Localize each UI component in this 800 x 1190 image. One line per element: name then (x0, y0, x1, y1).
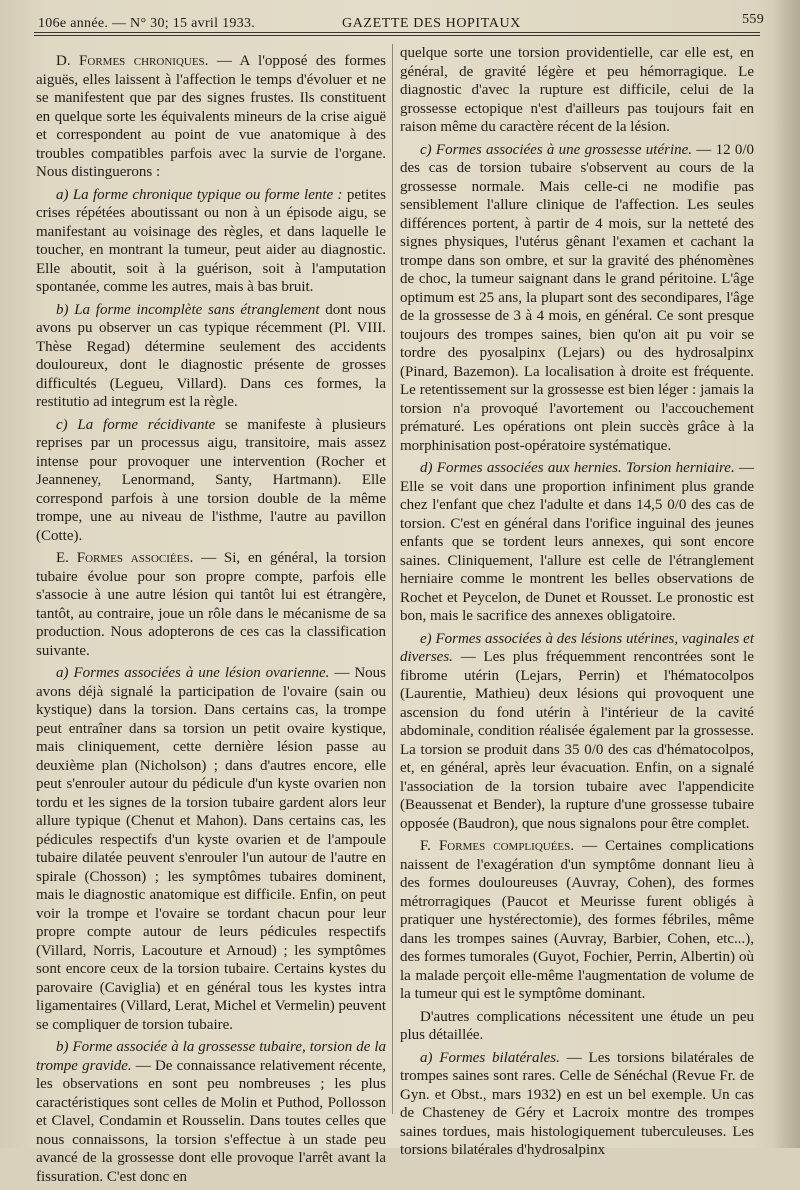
paragraph (36, 52, 386, 182)
subsection-heading: a) Formes bilatérales. (420, 1049, 560, 1066)
subsection-heading: a) La forme chronique typique ou forme lente : (56, 186, 343, 203)
paragraph-text: — Si, en général, la torsion tubaire évolue pour son propre compte, parfois elle s'associe à une autre lésion qui tantôt lui est étrangère, tantôt, au contraire, joue un rôle dans le mécanisme de sa production. Nous adopterons de ces cas la classification suivante. (36, 550, 387, 659)
subsection-heading: b) La forme incomplète sans étranglement (56, 301, 320, 318)
subsection-heading: d) Formes associées aux hernies. Torsion herniaire. (420, 460, 735, 476)
paragraph (36, 186, 386, 297)
paragraph-text: petites crises répétées aboutissant ou non à un épisode aigu, se manifestant au voisinage des règles, et dans laquelle le toucher, en montrant la tumeur, peut aider au diagnostic. Elle aboutit, soit à la guérison, soit à l'amputation spontanée, comme les autres, mais à bas bruit. (36, 186, 386, 295)
section-heading: F. Formes compliquées. (420, 838, 575, 854)
page-header (30, 10, 766, 34)
header-rule (34, 32, 760, 33)
subsection-heading: c) La forme récidivante (56, 416, 216, 433)
subsection-heading: a) Formes associées à une lésion ovarienne. (56, 665, 330, 681)
paragraph (36, 664, 386, 1034)
subsection-heading: c) Formes associées à une grossesse utérine. (420, 141, 693, 158)
paragraph-text: — Certaines complications naissent de l'exagération d'un symptôme donnant lieu à des formes douloureuses (Auvray, Cohen), des formes métrorragiques (Paucot et Meurisse furent obligés à pratiquer une hystérectomie), des formes fébriles, même dans les trompes saines (Auvray, Barbier, Cohen, etc...), des formes tumorales (Guyot, Fochier, Perrin, Albertin) où la malade perçoit elle-même l'augmentation de volume de la tumeur qui est le symptôme dominant. (400, 838, 754, 1002)
right-column (400, 44, 754, 1164)
paragraph-text: — Nous avons déjà signalé la participation de l'ovaire (sain ou kystique) dans la torsion. Dans certains cas, la trompe peut entraîner dans sa torsion un petit ovaire kystique, mais cliniquement, cette dernière lésion passe au deuxième plan (Nicholson) ; dans d'autres encore, elle peut s'enrouler autour du pédicule d'un kyste ovarien non tordu et les signes de la torsion tubaire gardent alors leur allure typique (Chenut et Mahon). Dans certains cas, les pédicules respectifs d'un kyste ovarien et de l'ampoule tubaire dilatée peuvent s'enrouler l'un autour de l'autre en spirale (Chosson) ; les symptômes tubaires dominent, mais le diagnostic anatomique est difficile. Enfin, on peut voir la trompe et l'ovaire se tordant chacun pour leur propre compte autour de leurs pédicules respectifs (Villard, Norris, Lacouture et Arnoud) ; les symptômes sont encore ceux de la torsion tubaire. Certains kystes du parovaire (Caviglia) et en général tous les kystes intra ligamentaires (Villard, Lerat, Michel et Vermelin) peuvent se compliquer de torsion tubaire. (36, 665, 386, 1033)
left-column (36, 52, 386, 1190)
paragraph-text: quelque sorte une torsion providentielle, car elle est, en général, de gravité légère et peu hémorragique. Le diagnostic d'avec la rupture est difficile, celui de la grossesse ectopique n'est d'ailleurs pas toujours fait en raison même du caractère récent de la lésion. (400, 45, 754, 135)
paragraph-text: D'autres complications nécessitent une étude un peu plus détaillée. (400, 1008, 754, 1043)
paragraph-text: — De connaissance relativement récente, les observations en sont peu nombreuses ; les plus caractéristiques sont celles de Molin et Puthod, Pollosson et Clavel, Condamin et Rousselin. Dans toutes celles que nous connaissons, la torsion s'effectue à un stade peu avancé de la grossesse dont elle provoque l'arrêt avant la fissuration. C'est donc en (36, 1057, 386, 1185)
section-heading: E. Formes associées. (56, 550, 194, 566)
paragraph-text: — A l'opposé des formes aiguës, elles laissent à l'affection le temps d'évoluer et ne se manifestent que par des signes frustes. Ils constituent en quelque sorte les équivalents mineurs de la crise aiguë et correspondent au point de vue anatomique à des troubles compatibles parfois avec la survie de l'organe. Nous distinguerons : (36, 53, 386, 180)
paragraph (400, 630, 754, 834)
paragraph (400, 1008, 754, 1045)
issue-info: 106e année. — N° 30; 15 avril 1933. (38, 16, 256, 31)
paragraph (400, 837, 754, 1004)
paragraph (36, 416, 386, 546)
page-edge-shadow (772, 0, 800, 1148)
journal-title: GAZETTE DES HOPITAUX (342, 16, 521, 31)
header-rule (34, 35, 760, 36)
column-divider (392, 44, 393, 1114)
paragraph (36, 301, 386, 412)
paragraph (400, 1049, 754, 1160)
paragraph-text: — Les torsions bilatérales de trompes saines sont rares. Celle de Sénéchal (Revue Fr. de Gyn. et Obst., mars 1932) en est un bel exemple. Un cas de Chasteney de Géry et Lacroix montre des trompes saines tordues, mais histologiquement tuberculeuses. Les torsions bilatérales d'hydrosalpinx (400, 1049, 754, 1158)
paragraph (36, 1038, 386, 1186)
paragraph (400, 141, 754, 456)
section-heading: D. Formes chroniques. (56, 53, 209, 69)
paragraph-text: se manifeste à plusieurs reprises par un processus aigu, transitoire, mais assez intense pour provoquer une intervention (Rocher et Jeanneney, Lenormand, Santy, Hartmann). Elle correspond parfois à une torsion double de la même trompe, une au niveau de l'isthme, l'autre au pavillon (Cotte). (36, 416, 386, 544)
paragraph-text: — Elle se voit dans une proportion infiniment plus grande chez l'enfant que chez l'adulte et dans 14,5 0/0 des cas de torsion. C'est en général dans l'orifice inguinal des jeunes enfants que se tordent leurs annexes, qui sont encore saines. Cliniquement, l'allure est celle de l'étranglement herniaire comme le montrent les belles observations de Rochet et Peycelon, de Dunet et Rousset. Le pronostic est bon, mais le sacrifice des annexes obligatoire. (400, 460, 755, 624)
paragraph-text: — Les plus fréquemment rencontrées sont le fibrome utérin (Lejars, Perrin) et l'hématocolpos (Laurentie, Mathieu) deux lésions qui provoquent une ascension du fond utérin à l'intérieur de la cavité abdominale, condition réalisée également par la grossesse. La torsion se produit dans 35 0/0 des cas d'hématocolpos, et, en général, après leur évacuation. Enfin, on a signalé l'association de la torsion tubaire avec l'appendicite (Beaussenat et Bender), la rupture d'une grossesse tubaire opposée (Baudron), que nous signalons pour être complet. (400, 649, 754, 832)
page-number: 559 (742, 12, 764, 27)
paragraph (36, 549, 386, 660)
subsection-heading: e) Formes associées à des lésions utérines, vaginales et diverses. (400, 630, 754, 665)
paragraph (400, 44, 754, 137)
paragraph (400, 459, 754, 626)
paragraph-text: dont nous avons pu observer un cas typique récemment (Pl. VIII. Thèse Regad) détermine seulement des accidents douloureux, dont le diagnostic présente de grosses difficultés (Legueu, Villard). Dans ces formes, la restitutio ad integrum est la règle. (36, 301, 386, 410)
paragraph-text: — 12 0/0 des cas de torsion tubaire s'observent au cours de la grossesse normale. Mais celle-ci ne modifie pas sensiblement l'allure clinique de l'affection. Les seules différences portent, à partir de 4 mois, sur la netteté des signes physiques, l'utérus gênant l'examen et cachant la trompe dans son ombre, et sur la gravité des phénomènes de choc, la tumeur saignant dans le grand péritoine. L'âge optimum est 25 ans, la plupart sont des secondipares, l'âge de la grossesse de 3 à 4 mois, en général. Ce sont presque toujours des trompes saines, bien qu'on ait pu voir se tordre des pyosalpinx (Lejars) ou des hydrosalpinx (Pinard, Bazemon). La localisation à droite est fréquente. Le retentissement sur la grossesse est bien léger : jamais la torsion n'a provoqué l'avortement ou l'accouchement prématuré. Les opérations ont plein succès grâce à la morphinisation post-opératoire systématique. (400, 141, 754, 454)
subsection-heading: b) Forme associée à la grossesse tubaire, torsion de la trompe gravide. (36, 1039, 386, 1074)
